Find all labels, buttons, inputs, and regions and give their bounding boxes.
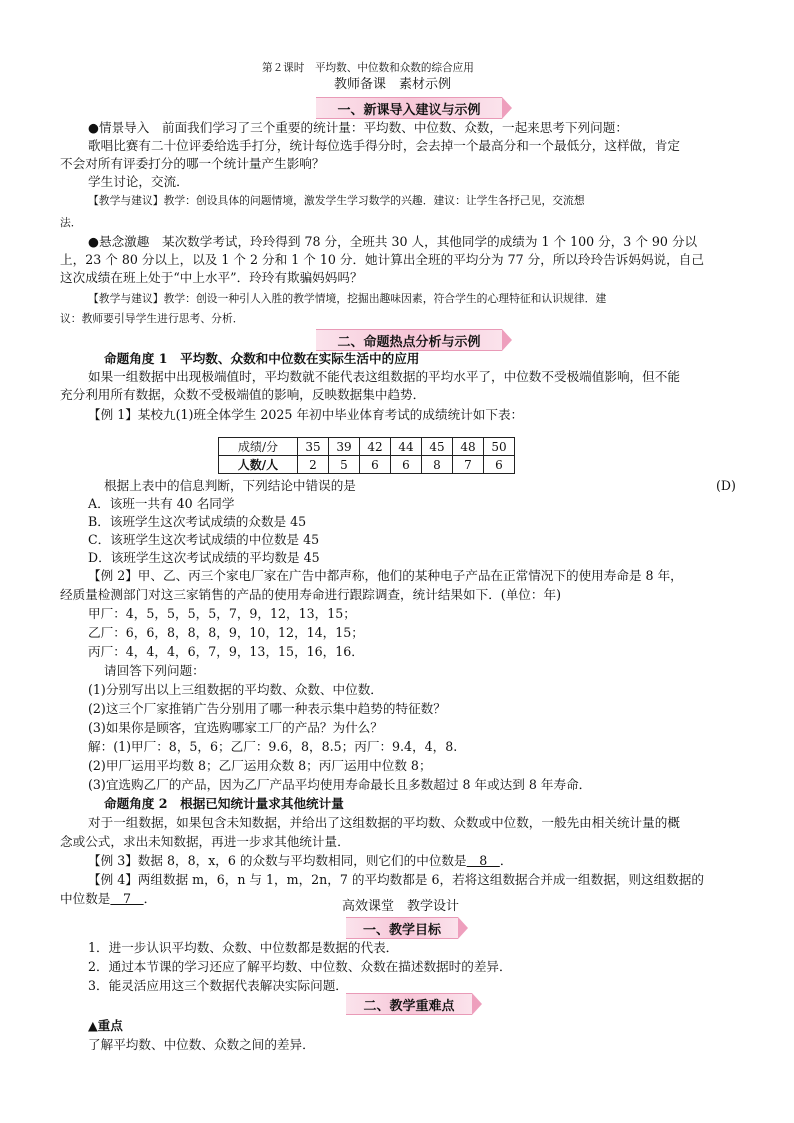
section-subtitle: 教师备课 素材示例: [334, 77, 452, 92]
question-1-stem: 根据上表中的信息判断，下列结论中错误的是: [104, 478, 356, 493]
suspense-line2: 上，23 个 80 分以上，以及 1 个 2 分和 1 个 10 分．她计算出全班的平均分为 77 分，所以玲玲告诉妈妈说，自己: [60, 252, 704, 267]
example-2-line1: 【例 2】甲、乙、丙三个家电厂家在广告中都声称，他们的某种电子产品在正常情况下的使用寿命是 8 年，: [88, 568, 683, 583]
table-cell: 48: [453, 438, 484, 456]
banner-arrow-icon: [472, 993, 482, 1015]
score-table: [218, 437, 515, 474]
suspense-line3: 这次成绩在班上处于“中上水平”．玲玲有欺骗妈妈吗？: [60, 270, 363, 285]
question-2-2: (2)这三个厂家推销广告分别用了哪一种表示集中趋势的特征数？: [88, 701, 446, 716]
example-4-stem: 中位数是: [60, 891, 111, 906]
example-4-line2: [60, 890, 156, 908]
factory-bing-data: 丙厂：4，4，4，6，7，9，13，15，16，16．: [88, 644, 364, 659]
table-header-cell: 人数/人: [219, 456, 298, 474]
question-2-3: (3)如果你是顾客，宜选购哪家工厂的产品？为什么？: [88, 720, 383, 735]
table-cell: 35: [298, 438, 329, 456]
banner-intro: [316, 97, 502, 119]
table-row: [219, 456, 515, 474]
intro-question-line2: 不会对所有评委打分的哪一个统计量产生影响？: [60, 156, 325, 171]
angle-2-text-line1: 对于一组数据，如果包含未知数据，并给出了这组数据的平均数、众数或中位数，一般先由相关统计量的概: [88, 815, 680, 830]
option-a: A．该班一共有 40 名同学: [88, 496, 235, 511]
banner-arrow-icon: [458, 917, 468, 939]
table-cell: 8: [422, 456, 453, 474]
table-cell: 6: [391, 456, 422, 474]
banner-intro-label: 一、新课导入建议与示例: [337, 102, 481, 118]
banner-objectives-label: 一、教学目标: [362, 922, 441, 938]
option-c: C．该班学生这次考试成绩的中位数是 45: [88, 532, 320, 547]
table-cell: 2: [298, 456, 329, 474]
factory-yi-data: 乙厂：6，6，8，8，8，9，10，12，14，15；: [88, 625, 364, 640]
banner-key-points: [346, 993, 472, 1015]
banner-objectives: [346, 917, 458, 939]
solution-2: (2)甲厂运用平均数 8；乙厂运用众数 8；丙厂运用中位数 8；: [88, 758, 432, 773]
key-point-heading: ▲重点: [88, 1018, 123, 1033]
angle-1-text-line1: 如果一组数据中出现极端值时，平均数就不能代表这组数据的平均水平了，中位数不受极端值影响，但不能: [88, 369, 680, 384]
option-d: D．该班学生这次考试成绩的平均数是 45: [88, 550, 320, 565]
example-4-answer: 7: [110, 891, 144, 906]
table-cell: 45: [422, 438, 453, 456]
example-3: [88, 852, 512, 870]
solution-3: (3)宜选购乙厂的产品，因为乙厂产品平均使用寿命最长且多数超过 8 年或达到 8 年寿命．: [88, 777, 592, 792]
objective-3: 3．能灵活应用这三个数据代表解决实际问题．: [88, 978, 348, 993]
teaching-advice-1: 【教学与建议】教学：创设具体的问题情境，激发学生学习数学的兴趣．建议：让学生各抒己见，交流想: [88, 194, 585, 207]
teaching-advice-1-cont: 法．: [60, 216, 82, 229]
table-cell: 6: [484, 456, 515, 474]
teaching-advice-2: 【教学与建议】教学：创设一种引人入胜的教学情境，挖掘出趣味因素，符合学生的心理特征和认识规律．建: [88, 292, 607, 305]
question-1-answer: (D): [716, 478, 736, 493]
table-cell: 50: [484, 438, 515, 456]
banner-hotspot-label: 二、命题热点分析与示例: [337, 334, 481, 350]
lesson-title: 第２课时 平均数、中位数和众数的综合应用: [262, 62, 474, 74]
angle-2-text-line2: 念或公式，求出未知数据，再进一步求其他统计量．: [60, 834, 350, 849]
table-cell: 7: [453, 456, 484, 474]
classroom-heading: 高效课堂 教学设计: [342, 899, 460, 914]
table-cell: 5: [329, 456, 360, 474]
banner-hotspot: [316, 329, 502, 351]
suspense-line1: ●悬念激趣 某次数学考试，玲玲得到 78 分，全班共 30 人，其他同学的成绩为 1 个 100 分，3 个 90 分以: [88, 234, 698, 249]
key-point-1: 了解平均数、中位数、众数之间的差异．: [88, 1037, 315, 1052]
teaching-advice-2-cont: 议：教师要引导学生进行思考、分析．: [60, 312, 244, 325]
angle-1-heading: 命题角度 1 平均数、众数和中位数在实际生活中的应用: [104, 351, 420, 366]
objective-1: 1．进一步认识平均数、众数、中位数都是数据的代表．: [88, 940, 399, 955]
intro-scenario: ●情景导入 前面我们学习了三个重要的统计量：平均数、中位数、众数，一起来思考下列问题：: [88, 120, 628, 135]
example-4-line1: 【例 4】两组数据 m，6，n 与 1，m，2n，7 的平均数都是 6，若将这组数据合并成一组数据，则这组数据的: [88, 872, 704, 887]
question-2-1: (1)分别写出以上三组数据的平均数、众数、中位数．: [88, 682, 383, 697]
option-b: B．该班学生这次考试成绩的众数是 45: [88, 514, 307, 529]
example-1: 【例 1】某校九(1)班全体学生 2025 年初中毕业体育考试的成绩统计如下表：: [88, 407, 524, 422]
banner-arrow-icon: [502, 329, 512, 351]
table-cell: 39: [329, 438, 360, 456]
table-cell: 6: [360, 456, 391, 474]
questions-prompt: 请回答下列问题：: [104, 663, 205, 678]
solution-1: 解：(1)甲厂：8，5，6；乙厂：9.6，8，8.5；丙厂：9.4，4，8.: [88, 739, 458, 754]
table-header-cell: 成绩/分: [219, 438, 298, 456]
objective-2: 2．通过本节课的学习还应了解平均数、中位数、众数在描述数据时的差异．: [88, 959, 512, 974]
table-row: [219, 438, 515, 456]
factory-jia-data: 甲厂：4，5，5，5，5，7，9，12，13，15；: [88, 606, 356, 621]
angle-2-heading: 命题角度 2 根据已知统计量求其他统计量: [104, 796, 344, 811]
banner-arrow-icon: [502, 97, 512, 119]
example-3-stem: 【例 3】数据 8，8，x，6 的众数与平均数相同，则它们的中位数是: [88, 853, 467, 868]
example-2-line2: 经质量检测部门对这三家销售的产品的使用寿命进行跟踪调查，统计结果如下．(单位：年): [60, 587, 561, 602]
angle-1-text-line2: 充分利用所有数据，众数不受极端值的影响，反映数据集中趋势．: [60, 387, 426, 402]
banner-key-points-label: 二、教学重难点: [363, 998, 455, 1014]
table-cell: 42: [360, 438, 391, 456]
example-3-answer: 8: [466, 853, 500, 868]
intro-question-line1: 歌唱比赛有二十位评委给选手打分，统计每位选手得分时，会去掉一个最高分和一个最低分，这样做，肯定: [88, 138, 680, 153]
table-cell: 44: [391, 438, 422, 456]
example-3-end: ．: [499, 853, 513, 868]
example-4-end: ．: [143, 891, 157, 906]
intro-discussion: 学生讨论，交流．: [88, 174, 189, 189]
